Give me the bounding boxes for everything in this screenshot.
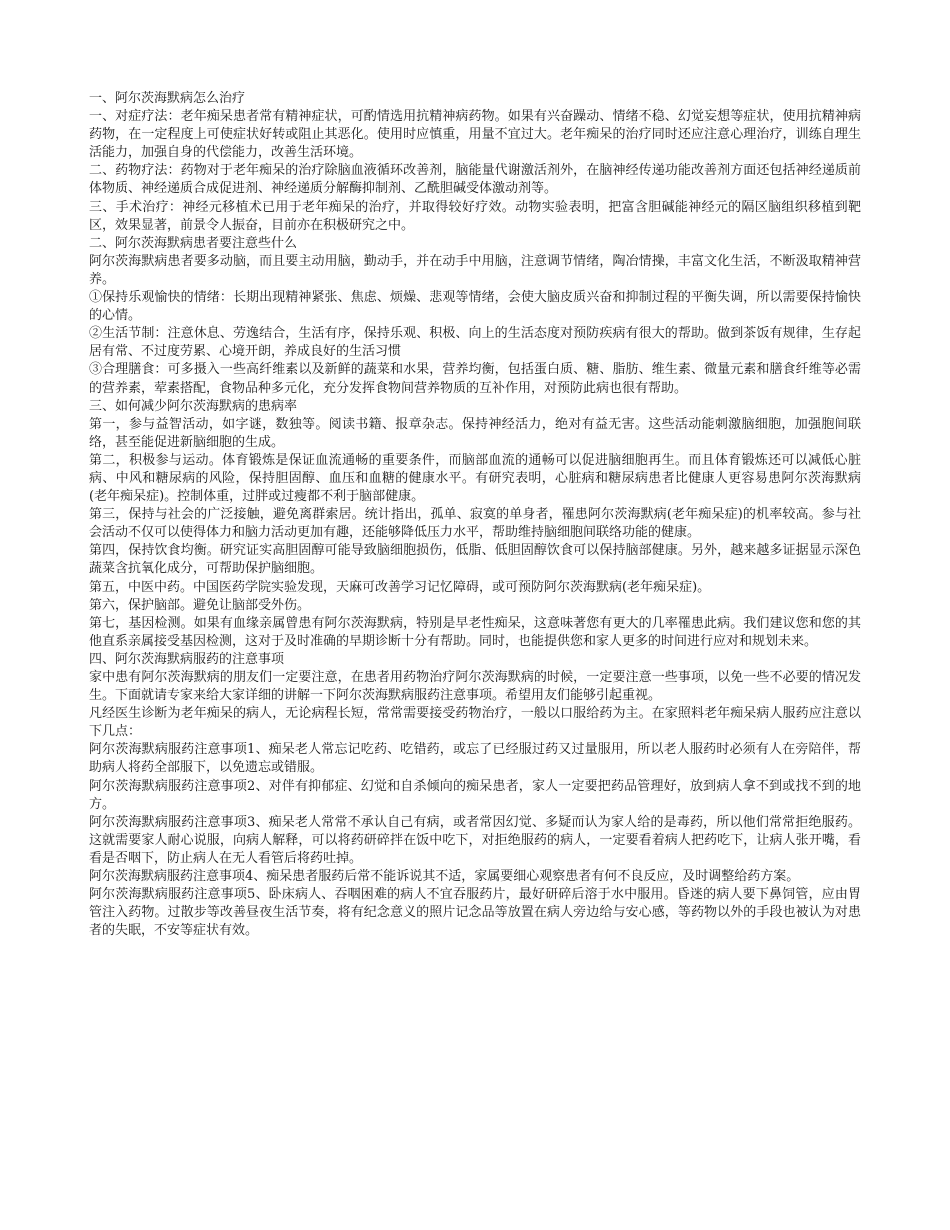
paragraph: 第三，保持与社会的广泛接触，避免离群索居。统计指出，孤单、寂寞的单身者，罹患阿尔茨海默病(老年痴呆症)的机率较高。参与社会活动不仅可以使得体力和脑力活动更加有趣，还能够降低压力水平，帮助维持脑细胞间联络功能的健康。 <box>89 507 861 541</box>
document-body <box>89 90 861 940</box>
paragraph: 第一，参与益智活动，如字谜，数独等。阅读书籍、报章杂志。保持神经活力，绝对有益无害。这些活动能刺激脑细胞，加强胞间联络，甚至能促进新脑细胞的生成。 <box>89 416 861 450</box>
paragraph: 三、手术治疗：神经元移植术已用于老年痴呆的治疗，并取得较好疗效。动物实验表明，把富含胆碱能神经元的隔区脑组织移植到靶区，效果显著，前景令人振奋，目前亦在积极研究之中。 <box>89 199 861 233</box>
paragraph: 第七，基因检测。如果有血缘亲属曾患有阿尔茨海默病，特别是早老性痴呆，这意味著您有更大的几率罹患此病。我们建议您和您的其他直系亲属接受基因检测，这对于及时准确的早期诊断十分有帮助。同时，也能提供您和家人更多的时间进行应对和规划未来。 <box>89 615 861 649</box>
paragraph: 凡经医生诊断为老年痴呆的病人，无论病程长短，常常需要接受药物治疗，一般以口服给药为主。在家照料老年痴呆病人服药应注意以下几点： <box>89 706 861 740</box>
paragraph: ②生活节制：注意休息、劳逸结合，生活有序，保持乐观、积极、向上的生活态度对预防疾病有很大的帮助。做到茶饭有规律，生存起居有常、不过度劳累、心境开朗，养成良好的生活习惯 <box>89 326 861 360</box>
section-heading: 四、阿尔茨海默病服药的注意事项 <box>89 651 285 667</box>
paragraph: 一、对症疗法：老年痴呆患者常有精神症状，可酌情选用抗精神病药物。如果有兴奋躁动、情绪不稳、幻觉妄想等症状，使用抗精神病药物，在一定程度上可使症状好转或阻止其恶化。使用时应慎重，用量不宜过大。老年痴呆的治疗同时还应注意心理治疗，训练自理生活能力，加强自身的代偿能力，改善生活环境。 <box>89 109 861 161</box>
paragraph: ①保持乐观愉快的情绪：长期出现精神紧张、焦虑、烦燥、悲观等情绪，会使大脑皮质兴奋和抑制过程的平衡失调，所以需要保持愉快的心情。 <box>89 290 861 324</box>
paragraph: 阿尔茨海默病服药注意事项2、对伴有抑郁症、幻觉和自杀倾向的痴呆患者，家人一定要把药品管理好，放到病人拿不到或找不到的地方。 <box>89 778 861 812</box>
paragraph: 阿尔茨海默病服药注意事项3、痴呆老人常常不承认自己有病，或者常因幻觉、多疑而认为家人给的是毒药，所以他们常常拒绝服药。这就需要家人耐心说服，向病人解释，可以将药研碎拌在饭中吃下，对拒绝服药的病人，一定要看着病人把药吃下，让病人张开嘴，看看是否咽下，防止病人在无人看管后将药吐掉。 <box>89 814 861 866</box>
section-heading: 二、阿尔茨海默病患者要注意些什么 <box>89 235 298 251</box>
paragraph: 第五，中医中药。中国医药学院实验发现，天麻可改善学习记忆障碍，或可预防阿尔茨海默病(老年痴呆症)。 <box>89 579 711 595</box>
paragraph: 阿尔茨海默病服药注意事项4、痴呆患者服药后常不能诉说其不适，家属要细心观察患者有何不良反应，及时调整给药方案。 <box>89 869 800 885</box>
section-heading: 一、阿尔茨海默病怎么治疗 <box>89 91 246 106</box>
paragraph: 二、药物疗法：药物对于老年痴呆的治疗除脑血液循环改善剂，脑能量代谢激活剂外，在脑神经传递功能改善剂方面还包括神经递质前体物质、神经递质合成促进剂、神经递质分解酶抑制剂、乙酰胆碱受体激动剂等。 <box>89 163 861 197</box>
section-heading: 三、如何减少阿尔茨海默病的患病率 <box>89 398 298 414</box>
paragraph: ③合理膳食：可多摄入一些高纤维素以及新鲜的蔬菜和水果，营养均衡，包括蛋白质、糖、脂肪、维生素、微量元素和膳食纤维等必需的营养素，荤素搭配，食物品种多元化，充分发挥食物间营养物质的互补作用，对预防此病也很有帮助。 <box>89 362 861 396</box>
paragraph: 阿尔茨海默病服药注意事项5、卧床病人、吞咽困难的病人不宜吞服药片，最好研碎后溶于水中服用。昏迷的病人要下鼻饲管，应由胃管注入药物。过散步等改善昼夜生活节奏，将有纪念意义的照片记念品等放置在病人旁边给与安心感，等药物以外的手段也被认为对患者的失眠，不安等症状有效。 <box>89 887 861 939</box>
paragraph: 阿尔茨海默病患者要多动脑，而且要主动用脑，勤动手，并在动手中用脑，注意调节情绪，陶冶情操，丰富文化生活，不断汲取精神营养。 <box>89 253 861 287</box>
paragraph: 第六，保护脑部。避免让脑部受外伤。 <box>89 597 311 613</box>
paragraph: 第四，保持饮食均衡。研究证实高胆固醇可能导致脑细胞损伤，低脂、低胆固醇饮食可以保持脑部健康。另外，越来越多证据显示深色蔬菜含抗氧化成分，可帮助保护脑细胞。 <box>89 543 861 577</box>
paragraph: 家中患有阿尔茨海默病的朋友们一定要注意，在患者用药物治疗阿尔茨海默病的时候，一定要注意一些事项，以免一些不必要的情况发生。下面就请专家来给大家详细的讲解一下阿尔茨海默病服药注意事项。希望用友们能够引起重视。 <box>89 670 861 704</box>
paragraph: 第二，积极参与运动。体育锻炼是保证血流通畅的重要条件，而脑部血流的通畅可以促进脑细胞再生。而且体育锻炼还可以减低心脏病、中风和糖尿病的风险，保持胆固醇、血压和血糖的健康水平。有研究表明，心脏病和糖尿病患者比健康人更容易患阿尔茨海默病(老年痴呆症)。控制体重，过胖或过瘦都不利于脑部健康。 <box>89 452 861 505</box>
paragraph: 阿尔茨海默病服药注意事项1、痴呆老人常忘记吃药、吃错药，或忘了已经服过药又过量服用，所以老人服药时必须有人在旁陪伴，帮助病人将药全部服下，以免遗忘或错服。 <box>89 742 861 776</box>
